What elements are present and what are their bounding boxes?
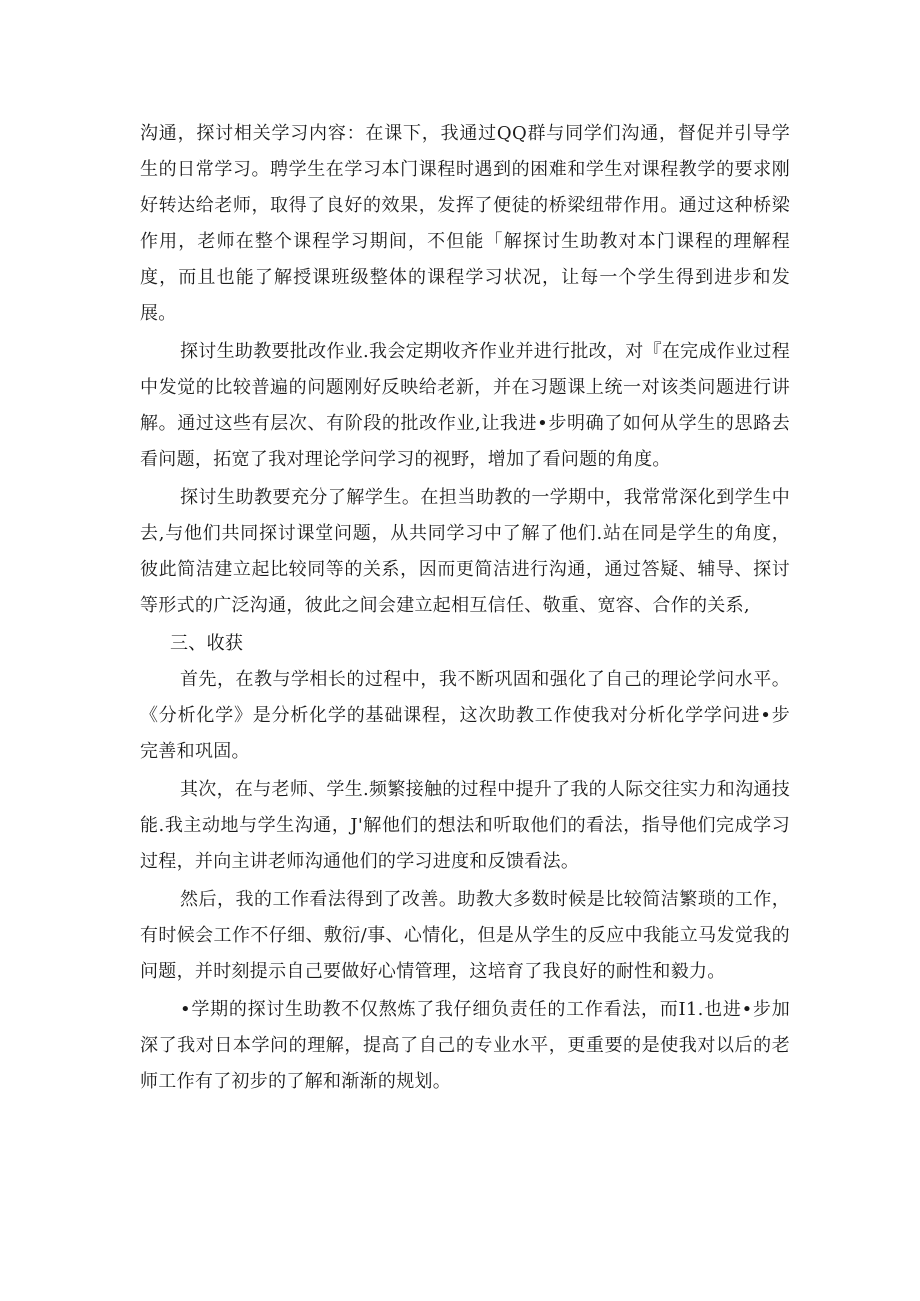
paragraph-first: 首先，在教与学相长的过程中，我不断巩固和强化了自己的理论学问水平。《分析化学》是分析化学的基础课程，这次助教工作使我对分析化学学问进•步完善和巩固。 bbox=[140, 669, 790, 762]
document-body bbox=[140, 116, 790, 1102]
section-heading-gains: 三、收获 bbox=[170, 633, 244, 654]
paragraph-communication: 沟通，探讨相关学习内容：在课下，我通过QQ群与同学们沟通，督促并引导学生的日常学习。聘学生在学习本门课程时遇到的困难和学生对课程教学的要求刚好转达给老师，取得了良好的效果，发挥了便徒的桥梁纽带作用。通过这种桥梁作用，老师在整个课程学习期间，不但能「解探讨生助教对本门课程的理解程度，而且也能了解授课班级整体的课程学习状况，让每一个学生得到进步和发展。 bbox=[140, 123, 790, 324]
paragraph-conclusion: •学期的探讨生助教不仅熬炼了我仔细负责任的工作看法，而I1.也进•步加深了我对日本学问的理解，提高了自己的专业水平，更重要的是使我对以后的老师工作有了初步的了解和渐渐的规划。 bbox=[140, 999, 790, 1092]
paragraph-understanding-students: 探讨生助教要充分了解学生。在担当助教的一学期中，我常常深化到学生中去,与他们共同探讨课堂问题，从共同学习中了解了他们.站在同是学生的角度，彼此简洁建立起比较同等的关系，因而更简洁进行沟通，通过答疑、辅导、探讨等形式的广泛沟通，彼此之间会建立起相互信任、敬重、宽容、合作的关系, bbox=[140, 487, 790, 616]
paragraph-grading-homework: 探讨生助教要批改作业.我会定期收齐作业并进行批改，对『在完成作业过程中发觉的比较普遍的问题刚好反映给老新，并在习题课上统一对该类问题进行讲解。通过这些有层次、有阶段的批改作业,让我进•步明确了如何从学生的思路去看问题，拓宽了我对理论学问学习的视野，增加了看问题的角度。 bbox=[140, 341, 790, 470]
paragraph-then: 然后，我的工作看法得到了改善。助教大多数时候是比较简洁繁琐的工作，有时候会工作不仔细、敷衍/事、心情化，但是从学生的反应中我能立马发觉我的问题，并时刻提示自己要做好心情管理，这培育了我良好的耐性和毅力。 bbox=[140, 889, 790, 982]
paragraph-second: 其次，在与老师、学生.频繁接触的过程中提升了我的人际交往实力和沟通技能.我主动地与学生沟通，J'解他们的想法和听取他们的看法，指导他们完成学习过程，并向主讲老师沟通他们的学习进度和反馈看法。 bbox=[140, 779, 790, 872]
